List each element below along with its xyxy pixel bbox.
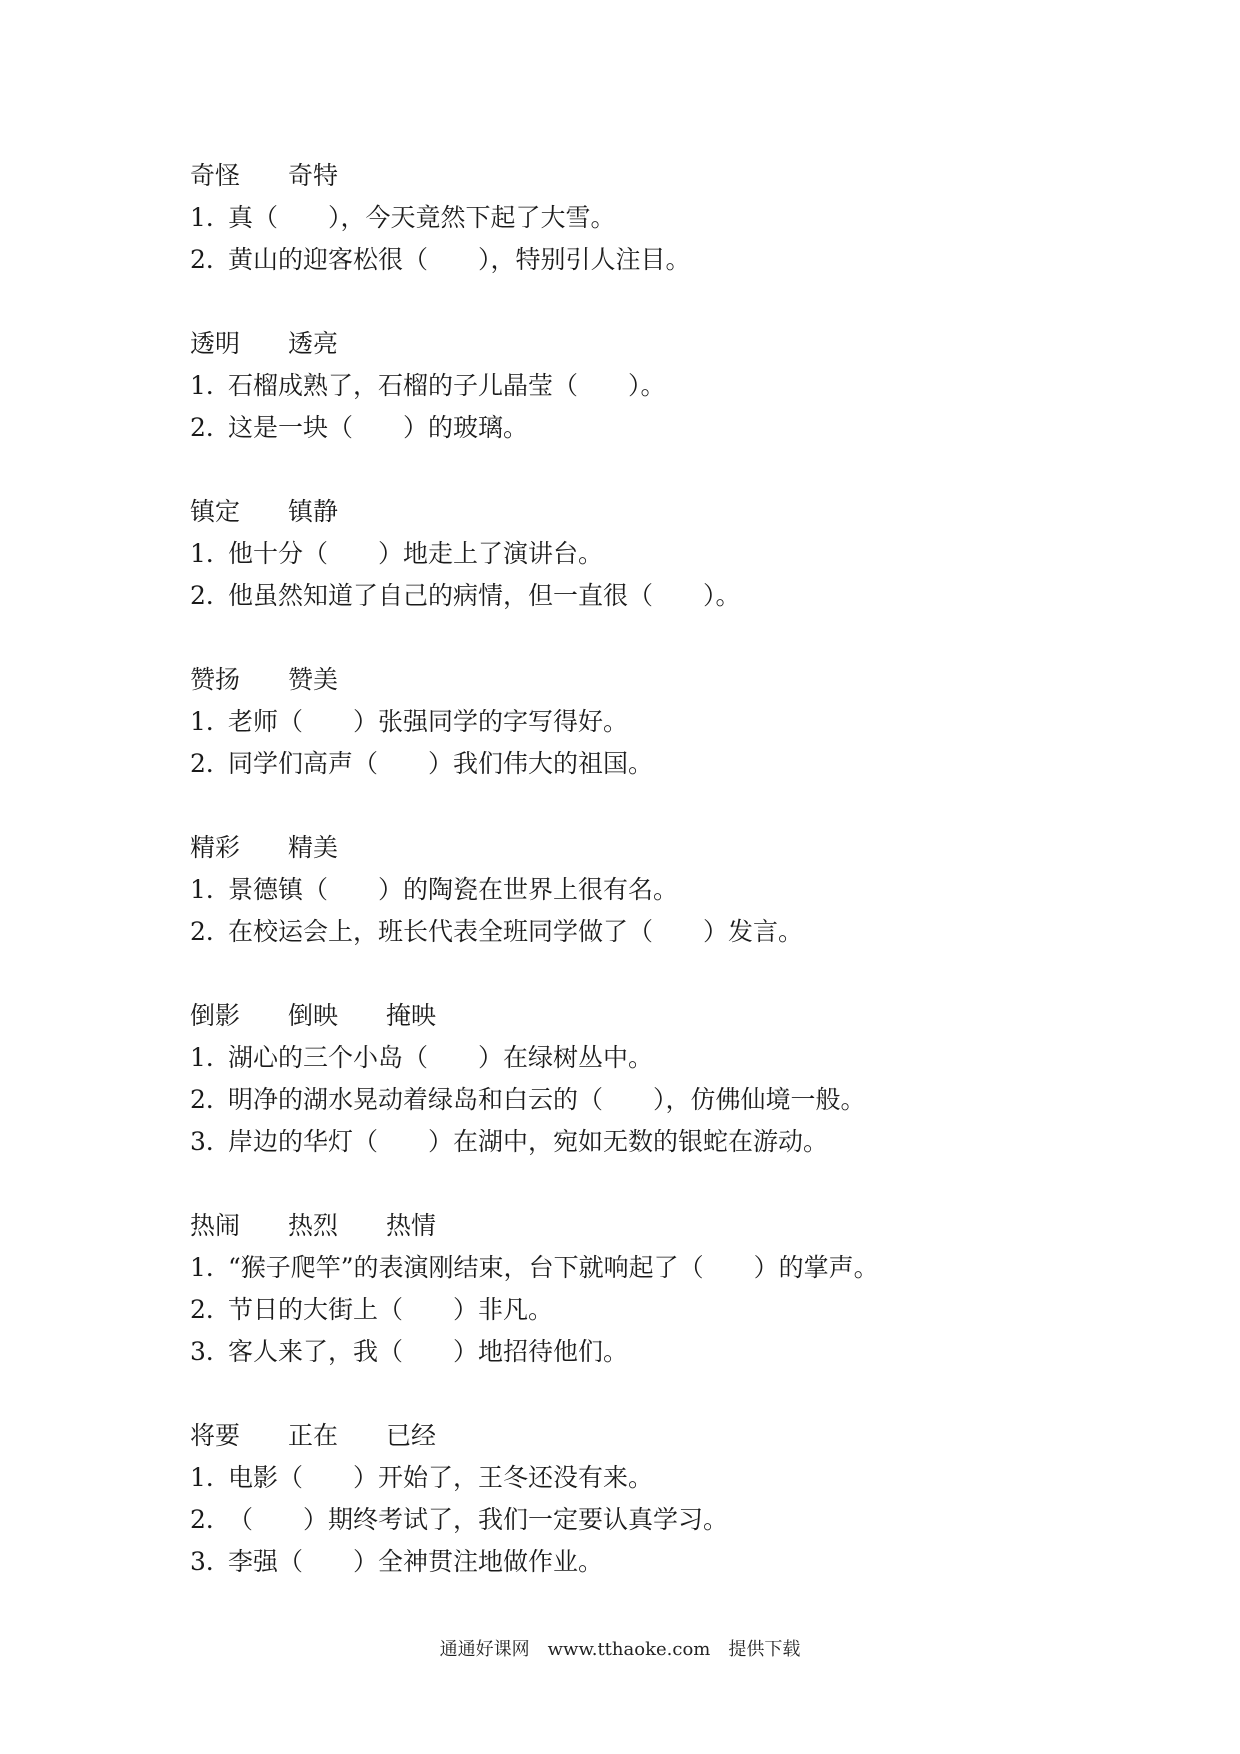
word-choice: 将要: [190, 1421, 241, 1450]
word-choice: 精彩: [190, 833, 241, 862]
sentence: [190, 365, 1170, 407]
sentence-text: “猴子爬竿”的表演刚结束，台下就响起了（ ）的掌声。: [228, 1253, 879, 1282]
sentence: [190, 239, 1170, 281]
word-choice: 倒映: [288, 1001, 339, 1030]
word-choices: [190, 995, 1170, 1037]
sentence-text: 景德镇（ ）的陶瓷在世界上很有名。: [228, 875, 679, 904]
word-choice: 镇静: [288, 497, 339, 526]
sentence-number: 2．: [190, 1295, 231, 1324]
word-group-6: [190, 995, 1170, 1163]
sentence-text: 他虽然知道了自己的病情，但一直很（ ）。: [228, 581, 741, 610]
word-choices: [190, 491, 1170, 533]
word-choice: 赞美: [288, 665, 339, 694]
sentence-text: 湖心的三个小岛（ ）在绿树丛中。: [228, 1043, 654, 1072]
sentence-number: 2．: [190, 1505, 231, 1534]
sentence-text: （ ）期终考试了，我们一定要认真学习。: [228, 1505, 729, 1534]
word-choices: [190, 659, 1170, 701]
sentence-number: 1．: [190, 539, 231, 568]
sentence: [190, 575, 1170, 617]
sentence-number: 2．: [190, 413, 231, 442]
word-choice: 镇定: [190, 497, 241, 526]
word-group-2: [190, 323, 1170, 449]
word-choice: 奇怪: [190, 161, 241, 190]
sentence-number: 1．: [190, 707, 231, 736]
sentence-number: 1．: [190, 203, 231, 232]
word-choice: 正在: [288, 1421, 339, 1450]
sentence-number: 2．: [190, 917, 231, 946]
sentence-number: 3．: [190, 1547, 231, 1576]
sentence-text: 石榴成熟了，石榴的子儿晶莹（ ）。: [228, 371, 666, 400]
sentence: [190, 1079, 1170, 1121]
word-choice: 透亮: [288, 329, 339, 358]
sentence: [190, 1037, 1170, 1079]
word-choice: 热情: [386, 1211, 437, 1240]
sentence-text: 他十分（ ）地走上了演讲台。: [228, 539, 604, 568]
sentence: [190, 1499, 1170, 1541]
word-group-4: [190, 659, 1170, 785]
sentence-text: 电影（ ）开始了，王冬还没有来。: [228, 1463, 654, 1492]
sentence: [190, 1331, 1170, 1373]
sentence: [190, 911, 1170, 953]
worksheet: [190, 155, 1170, 1625]
sentence-text: 老师（ ）张强同学的字写得好。: [228, 707, 629, 736]
word-choice: 赞扬: [190, 665, 241, 694]
sentence-number: 2．: [190, 1085, 231, 1114]
word-group-8: [190, 1415, 1170, 1583]
sentence: [190, 701, 1170, 743]
word-group-1: [190, 155, 1170, 281]
sentence: [190, 869, 1170, 911]
sentence-text: 这是一块（ ）的玻璃。: [228, 413, 529, 442]
sentence-number: 2．: [190, 581, 231, 610]
sentence-number: 1．: [190, 875, 231, 904]
word-group-5: [190, 827, 1170, 953]
sentence-text: 真（ ），今天竟然下起了大雪。: [228, 203, 616, 232]
sentence: [190, 1541, 1170, 1583]
sentence-number: 2．: [190, 749, 231, 778]
sentence: [190, 1247, 1170, 1289]
sentence-number: 1．: [190, 1253, 231, 1282]
sentence: [190, 743, 1170, 785]
sentence-text: 在校运会上，班长代表全班同学做了（ ）发言。: [228, 917, 804, 946]
word-choices: [190, 323, 1170, 365]
sentence: [190, 1121, 1170, 1163]
word-choices: [190, 1205, 1170, 1247]
word-choice: 掩映: [386, 1001, 437, 1030]
sentence-number: 3．: [190, 1127, 231, 1156]
word-choice: 透明: [190, 329, 241, 358]
sentence-number: 3．: [190, 1337, 231, 1366]
sentence-number: 2．: [190, 245, 231, 274]
sentence: [190, 1457, 1170, 1499]
sentence-number: 1．: [190, 1043, 231, 1072]
sentence-text: 岸边的华灯（ ）在湖中，宛如无数的银蛇在游动。: [228, 1127, 829, 1156]
sentence: [190, 407, 1170, 449]
word-choice: 热闹: [190, 1211, 241, 1240]
sentence: [190, 197, 1170, 239]
sentence-number: 1．: [190, 1463, 231, 1492]
word-group-7: [190, 1205, 1170, 1373]
word-choices: [190, 155, 1170, 197]
word-choice: 热烈: [288, 1211, 339, 1240]
footer-credit: 通通好课网 www.tthaoke.com 提供下载: [439, 1639, 801, 1660]
sentence-number: 1．: [190, 371, 231, 400]
word-choice: 精美: [288, 833, 339, 862]
sentence: [190, 533, 1170, 575]
word-choices: [190, 827, 1170, 869]
sentence-text: 黄山的迎客松很（ ），特别引人注目。: [228, 245, 691, 274]
sentence-text: 节日的大街上（ ）非凡。: [228, 1295, 554, 1324]
word-choice: 已经: [386, 1421, 437, 1450]
sentence-text: 同学们高声（ ）我们伟大的祖国。: [228, 749, 654, 778]
sentence: [190, 1289, 1170, 1331]
word-choice: 奇特: [288, 161, 339, 190]
sentence-text: 李强（ ）全神贯注地做作业。: [228, 1547, 604, 1576]
word-choices: [190, 1415, 1170, 1457]
sentence-text: 明净的湖水晃动着绿岛和白云的（ ），仿佛仙境一般。: [228, 1085, 866, 1114]
sentence-text: 客人来了，我（ ）地招待他们。: [228, 1337, 629, 1366]
word-choice: 倒影: [190, 1001, 241, 1030]
word-group-3: [190, 491, 1170, 617]
